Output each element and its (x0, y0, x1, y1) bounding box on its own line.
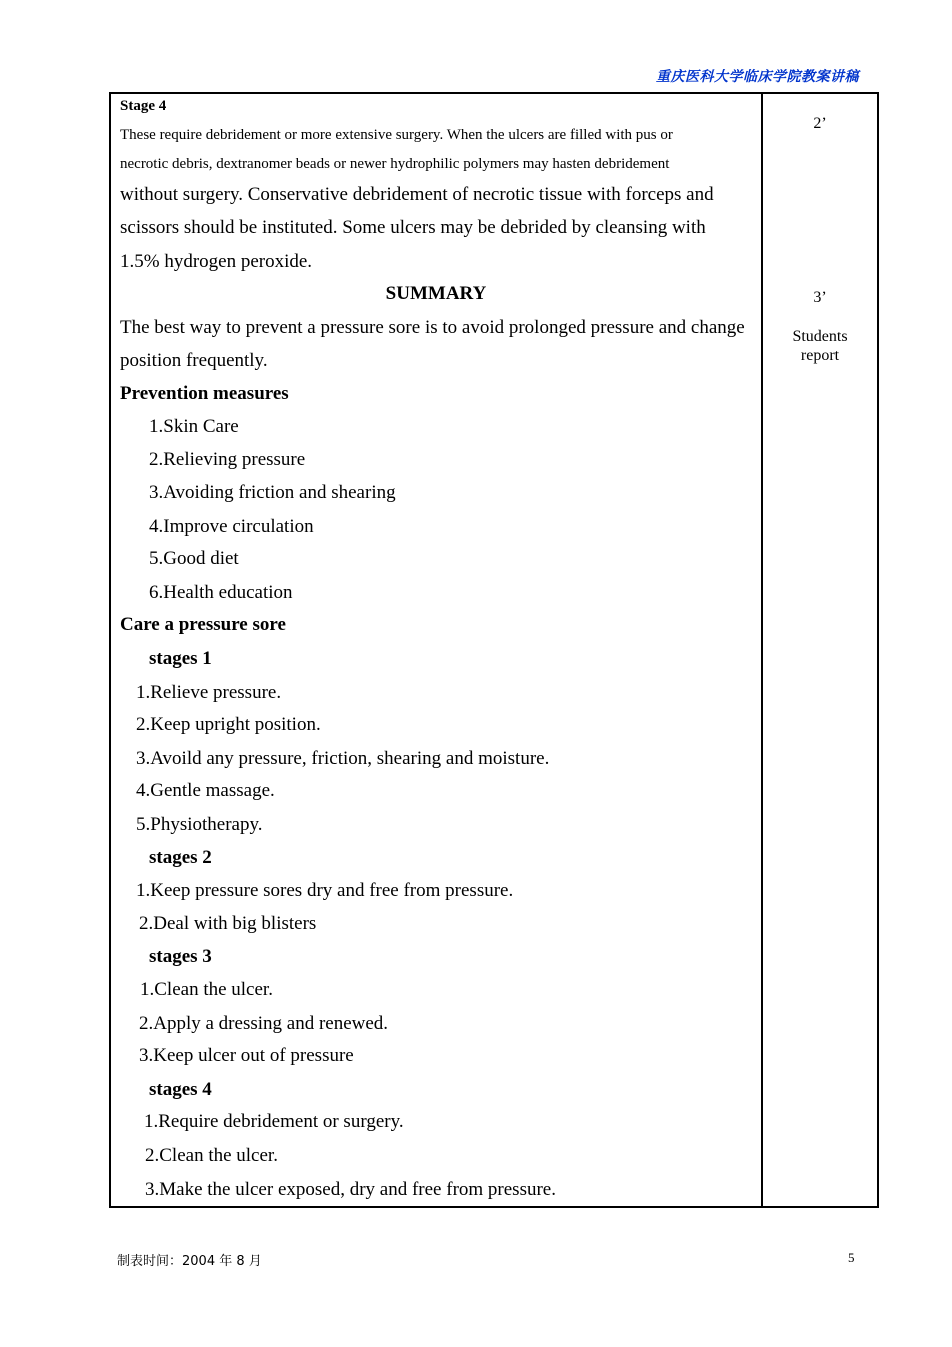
care-item: 3.Avoild any pressure, friction, shearing and moisture. (136, 748, 550, 769)
prevention-item: 5.Good diet (149, 548, 239, 569)
prevention-item: 6.Health education (149, 582, 293, 603)
care-item: 2.Deal with big blisters (139, 913, 317, 934)
stage4-heading: Stage 4 (120, 98, 167, 114)
care-heading: Care a pressure sore (120, 614, 286, 635)
care-stage-heading: stages 2 (149, 847, 212, 868)
care-item: 4.Gentle massage. (136, 780, 275, 801)
footer-date: 制表时间：2004 年 8 月 (117, 1254, 262, 1269)
column-divider (761, 94, 763, 1206)
activity-note: report (800, 347, 840, 364)
care-item: 5.Physiotherapy. (136, 814, 263, 835)
page-number: 5 (848, 1250, 855, 1265)
care-item: 2.Keep upright position. (136, 714, 321, 735)
stage4-line: 1.5% hydrogen peroxide. (120, 251, 313, 272)
prevention-item: 4.Improve circulation (149, 516, 314, 537)
care-item: 2.Apply a dressing and renewed. (139, 1013, 389, 1034)
summary-line: position frequently. (120, 350, 268, 371)
stage4-line: These require debridement or more extensive surgery. When the ulcers are filled with pus or (120, 127, 673, 143)
time-allocation: 3’ (813, 289, 827, 306)
care-stage-heading: stages 4 (149, 1079, 212, 1100)
lesson-table (109, 92, 879, 1208)
prevention-item: 3.Avoiding friction and shearing (149, 482, 396, 503)
prevention-item: 1.Skin Care (149, 416, 239, 437)
prevention-heading: Prevention measures (120, 383, 289, 404)
summary-heading: SUMMARY (385, 283, 487, 304)
stage4-line: scissors should be instituted. Some ulcers may be debrided by cleansing with (120, 217, 706, 238)
institution-header: 重庆医科大学临床学院教案讲稿 (656, 69, 859, 85)
care-stage-heading: stages 3 (149, 946, 212, 967)
care-stage-heading: stages 1 (149, 648, 212, 669)
care-item: 2.Clean the ulcer. (145, 1145, 278, 1166)
care-item: 1.Clean the ulcer. (140, 979, 273, 1000)
prevention-item: 2.Relieving pressure (149, 449, 306, 470)
care-item: 3.Keep ulcer out of pressure (139, 1045, 354, 1066)
time-allocation: 2’ (813, 115, 827, 132)
care-item: 3.Make the ulcer exposed, dry and free from pressure. (145, 1179, 556, 1200)
summary-line: The best way to prevent a pressure sore is to avoid prolonged pressure and change (120, 317, 745, 338)
activity-note: Students (792, 328, 848, 345)
care-item: 1.Keep pressure sores dry and free from pressure. (136, 880, 514, 901)
stage4-line: necrotic debris, dextranomer beads or newer hydrophilic polymers may hasten debridement (120, 156, 670, 172)
care-item: 1.Relieve pressure. (136, 682, 282, 703)
stage4-line: without surgery. Conservative debridement of necrotic tissue with forceps and (120, 184, 714, 205)
care-item: 1.Require debridement or surgery. (144, 1111, 404, 1132)
